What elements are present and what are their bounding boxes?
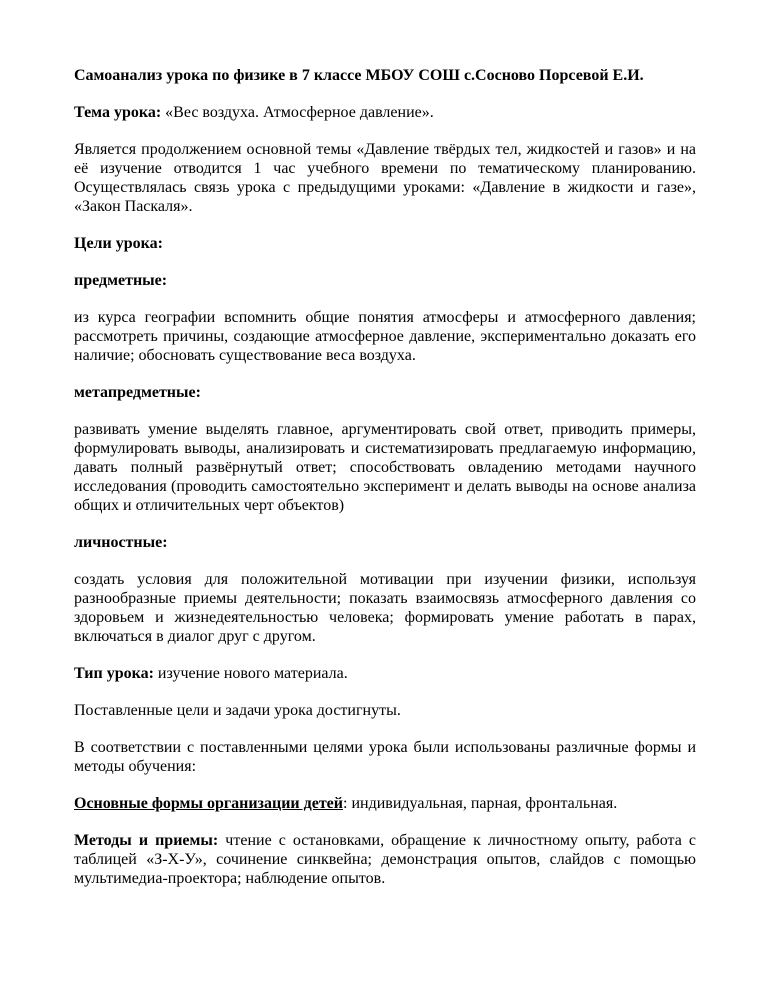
subject-goals-text: из курса географии вспомнить общие понятия атмосферы и атмосферного давления; рассмотреть причины, создающие атмосферное давление, экспериментально доказать его наличие; обосновать существование веса воздуха. [74, 309, 696, 364]
methods-label: Методы и приемы: [74, 832, 219, 849]
forms-paragraph [74, 794, 696, 813]
intro-paragraph: Является продолжением основной темы «Давление твёрдых тел, жидкостей и газов» и на её изучение отводится 1 час учебного времени по тематическому планированию. Осуществлялась связь урока с предыдущими уроками: «Давление в жидкости и газе», «Закон Паскаля». [74, 141, 696, 215]
forms-value: : индивидуальная, парная, фронтальная. [343, 795, 618, 812]
personal-goals-heading: личностные: [74, 534, 168, 551]
meta-goals-heading: метапредметные: [74, 384, 201, 401]
forms-label: Основные формы организации детей [74, 795, 343, 812]
document-page [74, 66, 696, 888]
document-title: Самоанализ урока по физике в 7 классе МБОУ СОШ с.Сосново Порсевой Е.И. [74, 67, 644, 84]
personal-goals-text: создать условия для положительной мотивации при изучении физики, используя разнообразные приемы деятельности; показать взаимосвязь атмосферного давления со здоровьем и жизнедеятельностью человека; формировать умение работать в парах, включаться в диалог друг с другом. [74, 571, 696, 645]
lesson-type-value: изучение нового материала. [153, 665, 348, 682]
methods-value: чтение с остановками, обращение к личностному опыту, работа с таблицей «З-Х-У», сочинение синквейна; демонстрация опытов, слайдов с помощью мультимедиа-проектора; наблюдение опытов. [74, 832, 697, 887]
topic-label: Тема урока: [74, 104, 162, 121]
topic-value: «Вес воздуха. Атмосферное давление». [161, 104, 434, 121]
goals-heading: Цели урока: [74, 235, 163, 252]
topic-paragraph [74, 103, 696, 122]
meta-goals-text: развивать умение выделять главное, аргументировать свой ответ, приводить примеры, формулировать выводы, анализировать и систематизировать предлагаемую информацию, давать полный развёрнутый ответ; способствовать овладению методами научного исследования (проводить самостоятельно эксперимент и делать выводы на основе анализа общих и отличительных черт объектов) [74, 421, 696, 514]
lesson-type-paragraph [74, 664, 696, 683]
achieved-paragraph: Поставленные цели и задачи урока достигнуты. [74, 702, 401, 719]
methods-intro-paragraph: В соответствии с поставленными целями урока были использованы различные формы и методы обучения: [74, 739, 696, 775]
methods-paragraph [74, 831, 696, 888]
lesson-type-label: Тип урока: [74, 665, 154, 682]
subject-goals-heading: предметные: [74, 272, 168, 289]
